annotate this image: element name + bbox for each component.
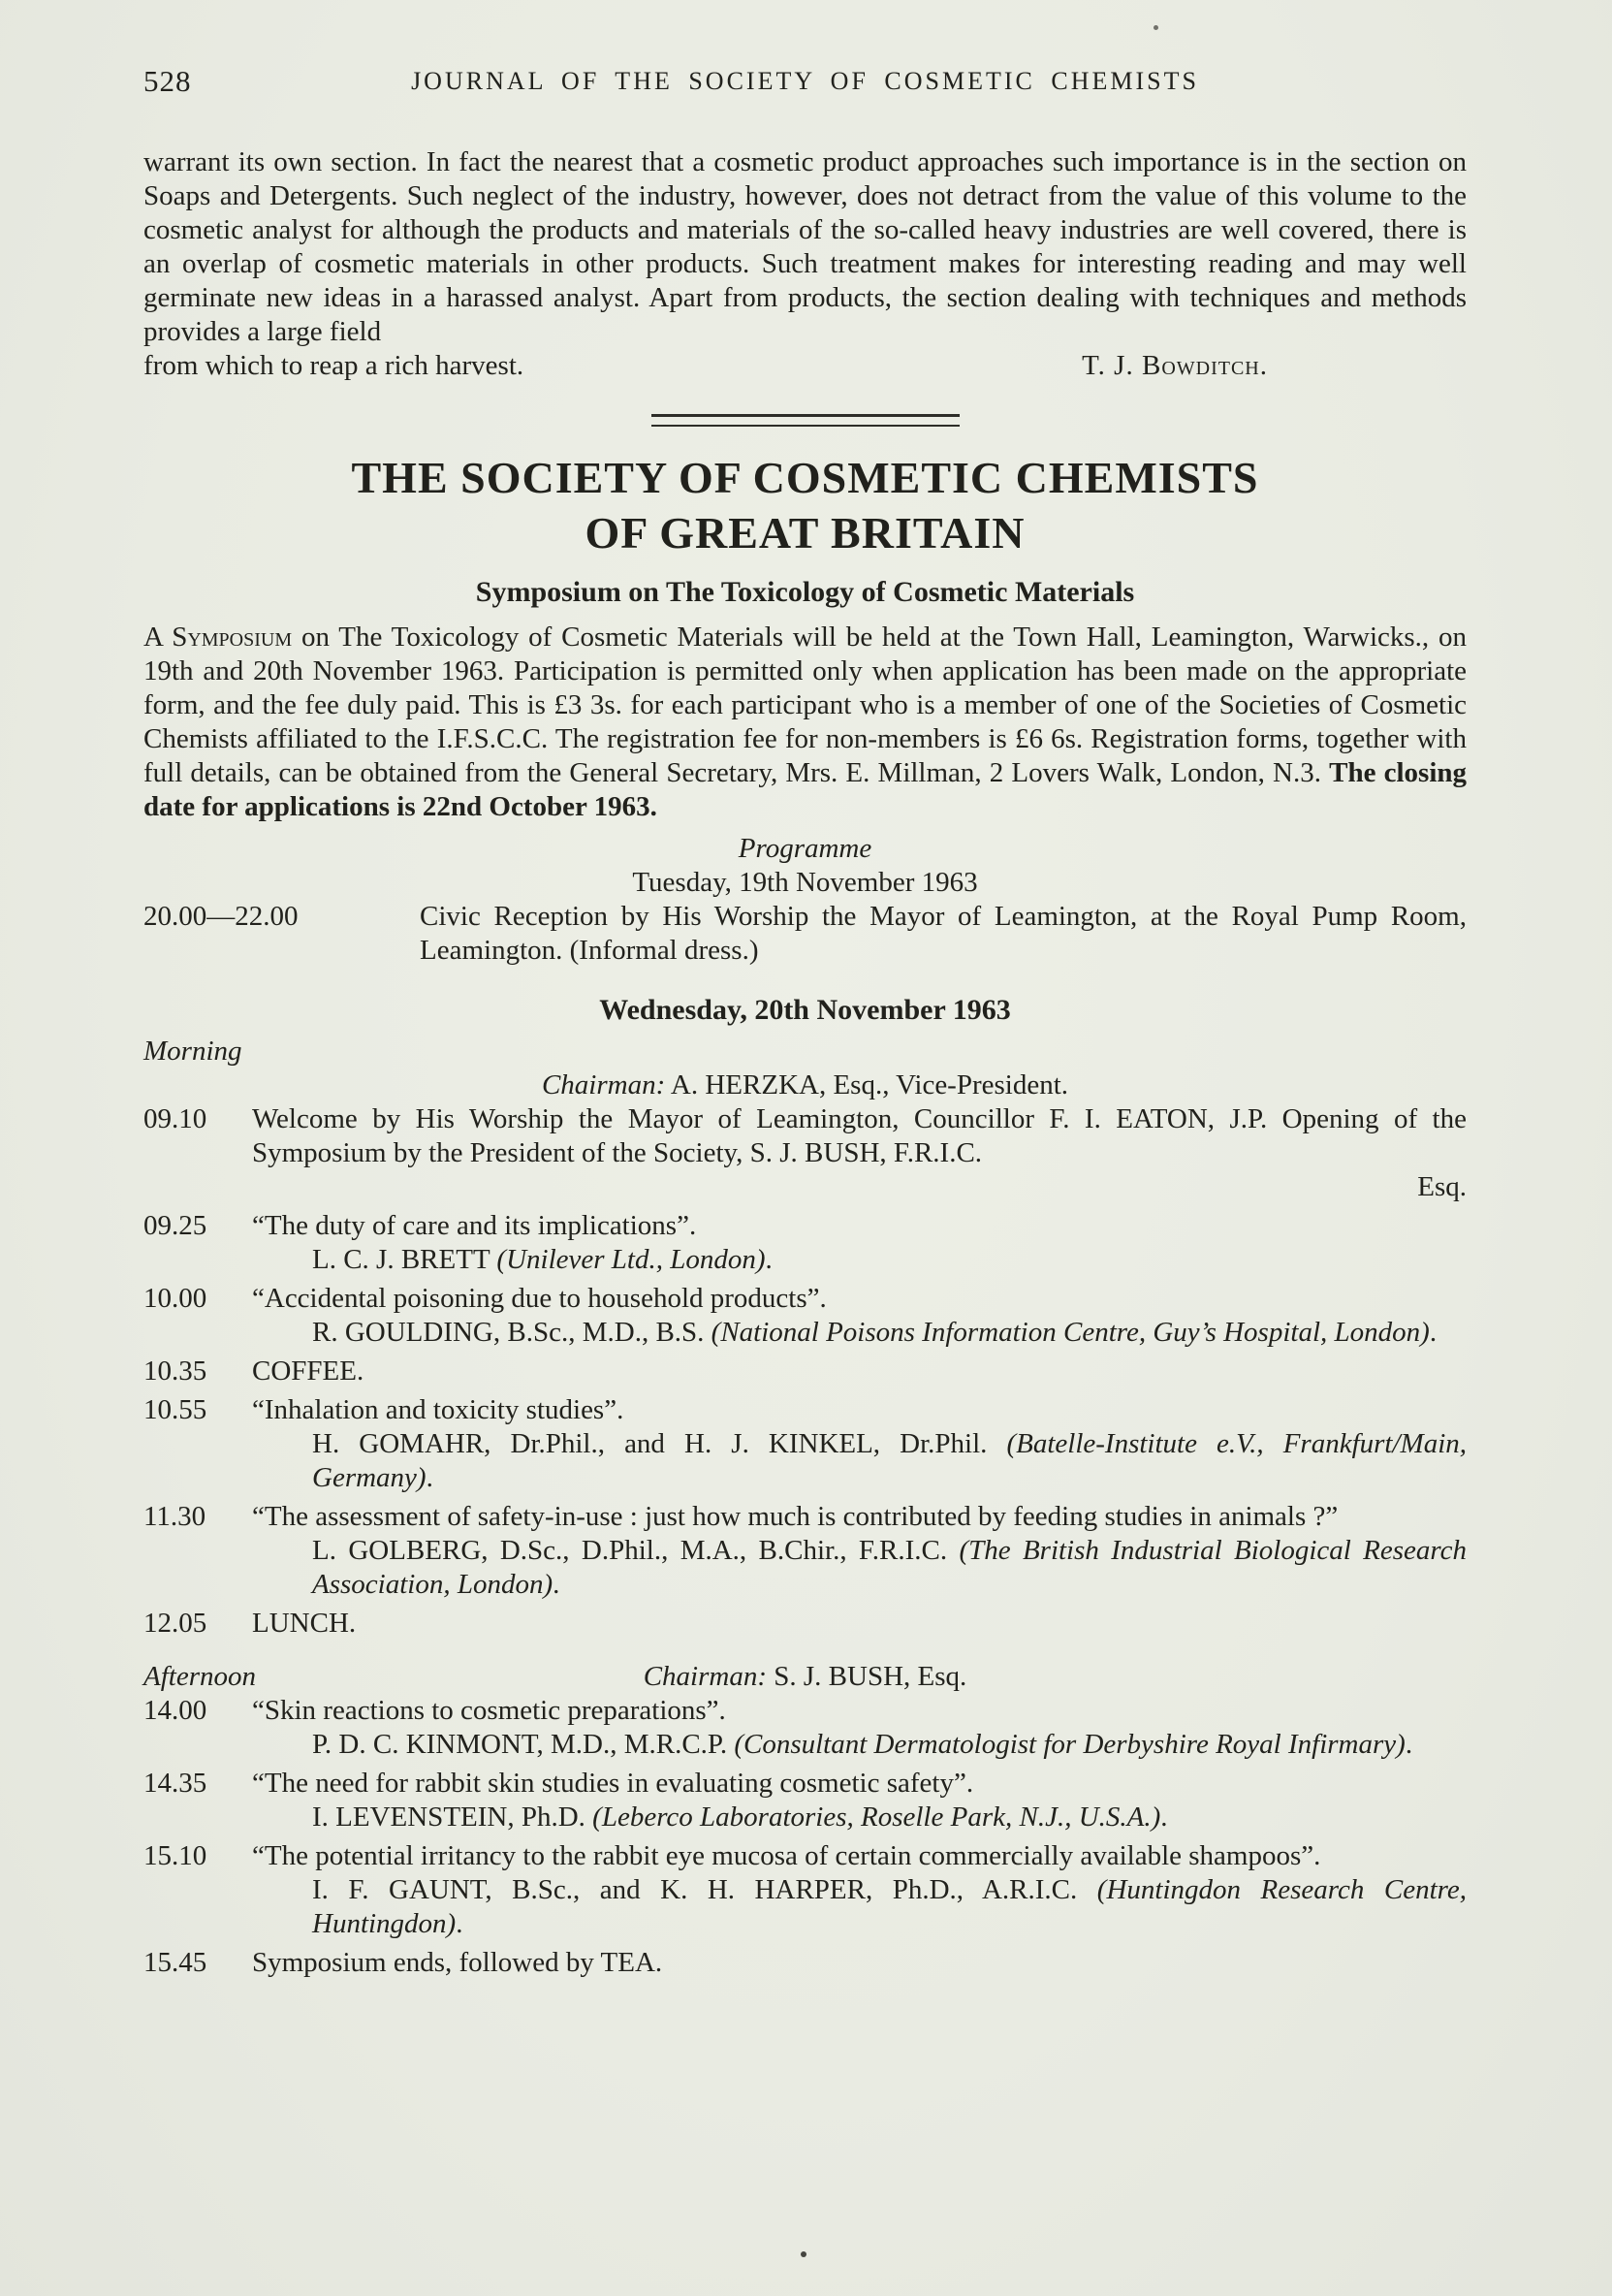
item-title: “Inhalation and toxicity studies”.	[252, 1394, 624, 1425]
speaker-tail: .	[1429, 1317, 1438, 1348]
programme-item-rabbit-skin-studies	[143, 1767, 1467, 1834]
speaker-affiliation: (Huntingdon Research Centre, Huntingdon)	[312, 1874, 1467, 1939]
speaker-name: P. D. C. KINMONT, M.D., M.R.C.P.	[312, 1729, 735, 1760]
speaker-name: I. LEVENSTEIN, Ph.D.	[312, 1802, 593, 1833]
review-last-line: from which to reap a rich harvest.	[143, 350, 524, 381]
article-title-line2: OF GREAT BRITAIN	[585, 508, 1026, 558]
item-body: COFFEE.	[252, 1355, 364, 1387]
morning-label: Morning	[143, 1036, 242, 1067]
programme-item-symposium-ends	[143, 1946, 1467, 1980]
chairman-label: Chairman:	[643, 1661, 767, 1692]
speaker-tail: .	[1160, 1802, 1168, 1833]
speaker-affiliation: (Batelle-Institute e.V., Frankfurt/Main, Germany)	[312, 1428, 1467, 1493]
time-label: 15.45	[143, 1947, 207, 1978]
time-label: 10.55	[143, 1394, 207, 1425]
time-label: 09.25	[143, 1210, 207, 1241]
review-paragraph: warrant its own section. In fact the nearest that a cosmetic product approaches such importance is in the section on Soaps and Detergents. Such neglect of the industry, however, does not detract from the value of this volume to the cosmetic analyst for although the products and materials of the so-called heavy industries are well covered, there is an overlap of cosmetic materials in other products. Such treatment makes for interesting reading and may well germinate new ideas in a harassed analyst. Apart from products, the section dealing with techniques and methods provides a large field	[143, 146, 1467, 347]
item-right-text: Esq.	[1417, 1171, 1467, 1202]
programme-item-welcome	[143, 1102, 1467, 1204]
time-label: 12.05	[143, 1608, 207, 1639]
running-head: JOURNAL OF THE SOCIETY OF COSMETIC CHEMISTS	[411, 67, 1199, 95]
time-label: 20.00—22.00	[143, 901, 299, 932]
time-label: 11.30	[143, 1501, 206, 1532]
reviewer-signature: T. J. Bowditch.	[1082, 350, 1268, 381]
programme-item-coffee	[143, 1355, 1467, 1388]
item-body: LUNCH.	[252, 1608, 357, 1639]
speaker-name: L. GOLBERG, D.Sc., D.Phil., M.A., B.Chir., F.R.I.C.	[312, 1535, 960, 1566]
afternoon-chairman-row	[143, 1660, 1467, 1694]
item-title: “The duty of care and its implications”.	[252, 1210, 697, 1241]
speaker-affiliation: (Consultant Dermatologist for Derbyshire Royal Infirmary)	[734, 1729, 1406, 1760]
speaker-name: H. GOMAHR, Dr.Phil., and H. J. KINKEL, Dr.Phil.	[312, 1428, 1007, 1459]
announcement-lead: A	[143, 622, 173, 653]
item-title: “The potential irritancy to the rabbit eye mucosa of certain commercially available shampoos”.	[252, 1840, 1321, 1871]
item-body: Welcome by His Worship the Mayor of Leamington, Councillor F. I. EATON, J.P. Opening of the Symposium by the President of the Society, S. J. BUSH, F.R.I.C.	[252, 1103, 1467, 1168]
speaker-tail: .	[426, 1462, 433, 1493]
page-header	[143, 64, 1467, 101]
speaker-tail: .	[553, 1569, 560, 1600]
chairman-label: Chairman:	[541, 1069, 666, 1100]
programme-item-lunch	[143, 1607, 1467, 1641]
symposium-announcement-paragraph	[143, 621, 1467, 824]
speaker-name: R. GOULDING, B.Sc., M.D., B.S.	[312, 1317, 711, 1348]
morning-label-row	[143, 1035, 1467, 1068]
programme-label: Programme	[738, 833, 872, 864]
programme-item-skin-reactions	[143, 1694, 1467, 1762]
time-label: 15.10	[143, 1840, 207, 1871]
item-speaker-line	[252, 1316, 1467, 1350]
chairman-name: S. J. BUSH, Esq.	[767, 1661, 967, 1692]
article-title	[143, 450, 1467, 560]
item-speaker-line	[252, 1427, 1467, 1495]
closing-date-notice: The closing date for applications is 22nd October 1963.	[143, 757, 1468, 822]
page-number: 528	[143, 64, 192, 98]
item-title: “Skin reactions to cosmetic preparations”.	[252, 1695, 726, 1726]
tuesday-heading: Tuesday, 19th November 1963	[632, 867, 978, 898]
programme-item-civic-reception	[143, 900, 1467, 968]
item-speaker-line	[252, 1873, 1467, 1941]
society-announcement-section	[143, 450, 1467, 1980]
time-label: 14.35	[143, 1768, 207, 1799]
symposium-subtitle: Symposium on The Toxicology of Cosmetic Materials	[475, 576, 1135, 608]
item-body: Symposium ends, followed by TEA.	[252, 1947, 663, 1978]
item-speaker-line	[252, 1801, 1467, 1834]
item-speaker-line	[252, 1728, 1467, 1762]
speaker-affiliation: (Leberco Laboratories, Roselle Park, N.J., U.S.A.)	[592, 1802, 1161, 1833]
speaker-affiliation: (Unilever Ltd., London)	[496, 1244, 766, 1275]
review-last-line-row	[143, 349, 1467, 383]
item-body: Civic Reception by His Worship the Mayor of Leamington, at the Royal Pump Room, Leamington. (Informal dress.)	[420, 901, 1467, 966]
wednesday-heading: Wednesday, 20th November 1963	[599, 994, 1011, 1026]
time-label: 10.00	[143, 1283, 207, 1314]
programme-item-accidental-poisoning	[143, 1282, 1467, 1350]
afternoon-label: Afternoon	[143, 1661, 256, 1692]
item-title: “The need for rabbit skin studies in evaluating cosmetic safety”.	[252, 1768, 974, 1799]
speaker-tail: .	[456, 1908, 463, 1939]
time-label: 09.10	[143, 1103, 207, 1134]
item-speaker-line	[252, 1534, 1467, 1602]
time-label: 10.35	[143, 1355, 207, 1387]
speaker-name: I. F. GAUNT, B.Sc., and K. H. HARPER, Ph.D., A.R.I.C.	[312, 1874, 1097, 1905]
article-title-line1: THE SOCIETY OF COSMETIC CHEMISTS	[351, 453, 1259, 502]
time-label: 14.00	[143, 1695, 207, 1726]
speaker-affiliation: (The British Industrial Biological Research Association, London)	[312, 1535, 1467, 1600]
book-review-conclusion	[143, 145, 1467, 383]
programme-item-safety-in-use	[143, 1500, 1467, 1602]
afternoon-chairman-line	[143, 1660, 1467, 1694]
speaker-affiliation: (National Poisons Information Centre, Guy’s Hospital, London)	[711, 1317, 1430, 1348]
scan-artifact-dot	[801, 2251, 806, 2257]
item-title: “Accidental poisoning due to household products”.	[252, 1283, 827, 1314]
chairman-name: A. HERZKA, Esq., Vice-President.	[665, 1069, 1069, 1100]
section-divider-rule	[651, 414, 960, 427]
announcement-smallcaps-word: Symposium	[172, 622, 293, 653]
scan-artifact-dot	[1154, 25, 1158, 30]
speaker-tail: .	[765, 1244, 773, 1275]
morning-chairman-line	[143, 1068, 1467, 1102]
item-title: “The assessment of safety-in-use : just how much is contributed by feeding studies in animals ?”	[252, 1501, 1339, 1532]
speaker-name: L. C. J. BRETT	[312, 1244, 497, 1275]
programme-item-inhalation-toxicity	[143, 1393, 1467, 1495]
item-speaker-line	[252, 1243, 1467, 1277]
speaker-tail: .	[1405, 1729, 1413, 1760]
programme-item-eye-mucosa-irritancy	[143, 1839, 1467, 1941]
programme-item-duty-of-care	[143, 1209, 1467, 1277]
announcement-body: on The Toxicology of Cosmetic Materials will be held at the Town Hall, Leamington, Warwicks., on 19th and 20th November 1963. Participation is permitted only when application has been made on the appropriate form, and the fee duly paid. This is £3 3s. for each participant who is a member of one of the Societies of Cosmetic Chemists affiliated to the I.F.S.C.C. The registration fee for non-members is £6 6s. Registration forms, together with full details, can be obtained from the General Secretary, Mrs. E. Millman, 2 Lovers Walk, London, N.3.	[143, 622, 1468, 788]
